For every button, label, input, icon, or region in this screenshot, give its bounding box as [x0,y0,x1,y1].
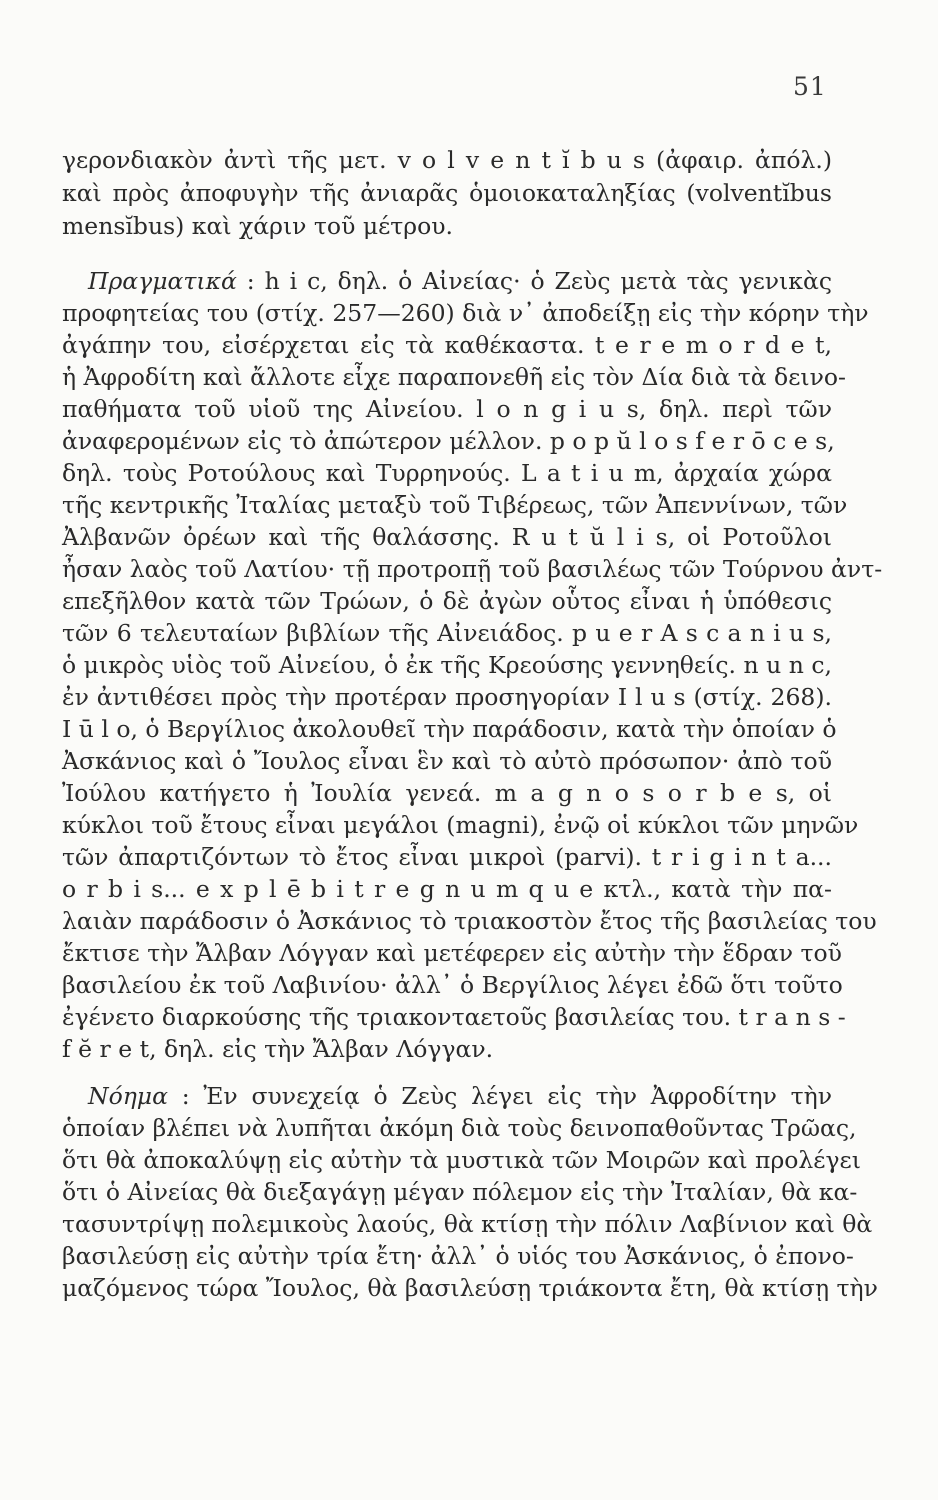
text-line: ὅτι ὁ Αἰνείας θὰ διεξαγάγῃ μέγαν πόλεμον εἰς τὴν Ἰταλίαν, θὰ κα- [62,1178,858,1206]
text-line: παθήματα τοῦ υἱοῦ της Αἰνείου. l o n g i u s, δηλ. περὶ τῶν [62,395,832,423]
text-line: ἡ Ἀφροδίτη καὶ ἄλλοτε εἶχε παραπονεθῆ εἰς τὸν Δία διὰ τὰ δεινο- [62,363,846,391]
text-line: ἦσαν λαὸς τοῦ Λατίου· τῇ προτροπῇ τοῦ βασιλέως τῶν Τούρνου ἀντ- [62,555,883,583]
page-number: 51 [793,72,827,101]
text-line: f ĕ r e t, δηλ. εἰς τὴν Ἄλβαν Λόγγαν. [62,1035,494,1063]
paragraph-first-line [88,1081,832,1111]
text-line: ἀναφερομένων εἰς τὸ ἀπώτερον μέλλον. p o p ŭ l o s f e r ō c e s, [62,427,835,455]
text-line: τασυντρίψῃ πολεμικοὺς λαούς, θὰ κτίσῃ τὴν πόλιν Λαβίνιον καὶ θὰ [62,1210,873,1238]
text-line: ὁ μικρὸς υἱὸς τοῦ Αἰνείου, ὁ ἐκ τῆς Κρεούσης γεννηθείς. n u n c, [62,651,832,679]
section-heading-pragmatika: Πραγματικά [88,267,237,295]
text-line: επεξῆλθον κατὰ τῶν Τρώων, ὁ δὲ ἀγὼν οὗτος εἶναι ἡ ὑπόθεσις [62,587,832,615]
paragraph-first-line [88,266,832,296]
text-line: μαζόμενος τώρα Ἴουλος, θὰ βασιλεύσῃ τριάκοντα ἔτη, θὰ κτίσῃ τὴν [62,1274,878,1302]
text-line: Ἰούλου κατήγετο ἡ Ἰουλία γενεά. m a g n o s o r b e s, οἱ [62,779,832,807]
text-run: : h i c, δηλ. ὁ Αἰνείας· ὁ Ζεὺς μετὰ τὰς γενικὰς [246,267,832,295]
text-line: ὅτι θὰ ἀποκαλύψῃ εἰς αὐτὴν τὰ μυστικὰ τῶν Μοιρῶν καὶ προλέγει [62,1146,861,1174]
text-line: o r b i s... e x p l ē b i t r e g n u m q u e κτλ., κατὰ τὴν πα- [62,875,832,903]
section-heading-noima: Νόημα [88,1082,168,1110]
text-line: γερονδιακὸν ἀντὶ τῆς μετ. v o l v e n t ĭ b u s (ἀφαιρ. ἀπόλ.) [62,146,832,174]
text-line: τῶν 6 τελευταίων βιβλίων τῆς Αἰνειάδος. p u e r A s c a n i u s, [62,619,832,647]
text-line: ἀγάπην του, εἰσέρχεται εἰς τὰ καθέκαστα. t e r e m o r d e t, [62,331,832,359]
text-line: Ἀσκάνιος καὶ ὁ Ἴουλος εἶναι ἓν καὶ τὸ αὐτὸ πρόσωπον· ἀπὸ τοῦ [62,747,832,775]
text-line: τῆς κεντρικῆς Ἰταλίας μεταξὺ τοῦ Τιβέρεως, τῶν Ἀπεννίνων, τῶν [62,491,848,519]
text-run: : Ἐν συνεχείᾳ ὁ Ζεὺς λέγει εἰς τὴν Ἀφροδίτην τὴν [181,1082,832,1110]
text-line: Ἀλβανῶν ὀρέων καὶ τῆς θαλάσσης. R u t ŭ l i s, οἱ Ροτοῦλοι [62,523,832,551]
text-line: κύκλοι τοῦ ἔτους εἶναι μεγάλοι (magni), ἐνῷ οἱ κύκλοι τῶν μηνῶν [62,811,859,839]
text-line: λαιὰν παράδοσιν ὁ Ἀσκάνιος τὸ τριακοστὸν ἔτος τῆς βασιλείας του [62,907,877,935]
text-line: βασιλείου ἐκ τοῦ Λαβινίου· ἀλλ᾽ ὁ Βεργίλιος λέγει ἐδῶ ὅτι τοῦτο [62,971,843,999]
text-line: ἔκτισε τὴν Ἄλβαν Λόγγαν καὶ μετέφερεν εἰς αὐτὴν τὴν ἕδραν τοῦ [62,939,842,967]
text-line: δηλ. τοὺς Ροτούλους καὶ Τυρρηνούς. L a t i u m, ἀρχαία χώρα [62,459,832,487]
text-line: τῶν ἀπαρτιζόντων τὸ ἔτος εἶναι μικροὶ (parvi). t r i g i n t a... [62,843,832,871]
text-line: καὶ πρὸς ἀποφυγὴν τῆς ἀνιαρᾶς ὁμοιοκαταληξίας (volventĭbus [62,179,832,207]
text-line: ἐν ἀντιθέσει πρὸς τὴν προτέραν προσηγορίαν I l u s (στίχ. 268). [62,683,832,711]
text-line: βασιλεύσῃ εἰς αὐτὴν τρία ἔτη· ἀλλ᾽ ὁ υἱός του Ἀσκάνιος, ὁ ἐπονο- [62,1242,854,1270]
text-line: ὁποίαν βλέπει νὰ λυπῆται ἀκόμη διὰ τοὺς δεινοπαθοῦντας Τρῶας, [62,1114,857,1142]
text-line: mensĭbus) καὶ χάριν τοῦ μέτρου. [62,212,453,240]
text-line: I ū l o, ὁ Βεργίλιος ἀκολουθεῖ τὴν παράδοσιν, κατὰ τὴν ὁποίαν ὁ [62,715,837,743]
text-line: ἐγένετο διαρκούσης τῆς τριακονταετοῦς βασιλείας του. t r a n s - [62,1003,846,1031]
text-line: προφητείας του (στίχ. 257—260) διὰ ν᾽ ἀποδείξῃ εἰς τὴν κόρην τὴν [62,299,869,327]
